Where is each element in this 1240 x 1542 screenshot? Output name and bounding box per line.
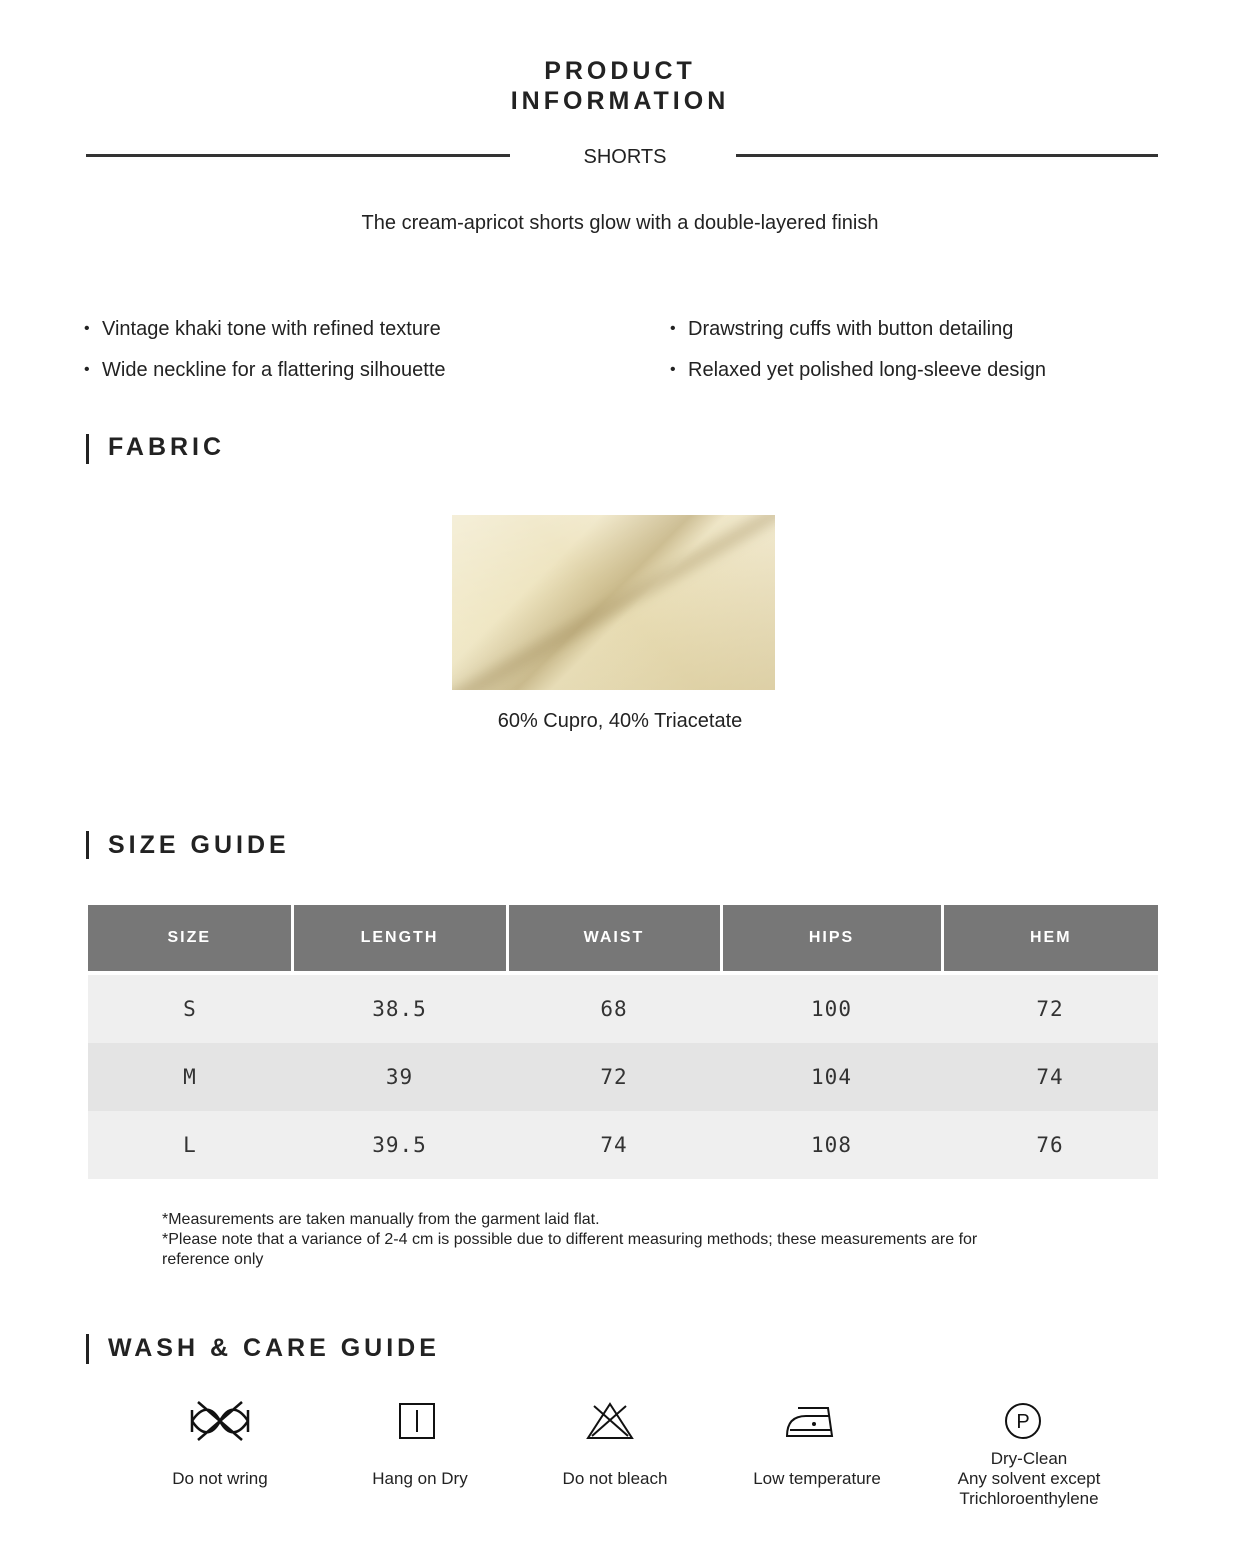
do-not-wring-icon: [188, 1400, 252, 1442]
column-header-length: LENGTH: [292, 905, 507, 971]
section-marker: [86, 1334, 89, 1364]
feature-text: Vintage khaki tone with refined texture: [102, 318, 441, 340]
product-category: SHORTS: [583, 146, 667, 168]
column-header-hips: HIPS: [721, 905, 942, 971]
do-not-bleach-icon: [584, 1400, 636, 1442]
table-cell: 108: [721, 1111, 942, 1179]
table-row: [88, 1043, 1158, 1111]
table-cell: 72: [942, 975, 1158, 1043]
care-label: [930, 1449, 1128, 1509]
divider-left: [86, 154, 510, 157]
feature-text: Drawstring cuffs with button detailing: [688, 318, 1014, 340]
note-line: *Please note that a variance of 2-4 cm is possible due to different measuring methods; these measurements are for reference only: [162, 1231, 978, 1268]
care-label: Low temperature: [753, 1469, 881, 1488]
column-header-size: SIZE: [88, 905, 292, 971]
page-title-line1: PRODUCT: [544, 57, 696, 85]
feature-text: Relaxed yet polished long-sleeve design: [688, 359, 1047, 381]
table-cell: M: [88, 1043, 292, 1111]
table-cell: S: [88, 975, 292, 1043]
feature-text: Wide neckline for a flattering silhouette: [102, 359, 446, 381]
product-description: The cream-apricot shorts glow with a double-layered finish: [361, 212, 879, 234]
table-cell: 68: [507, 975, 721, 1043]
bullet-icon: •: [84, 320, 90, 337]
fabric-composition: 60% Cupro, 40% Triacetate: [497, 710, 743, 732]
page-title: [0, 56, 1240, 116]
dry-clean-symbol: P: [1016, 1411, 1030, 1433]
table-cell: L: [88, 1111, 292, 1179]
fabric-heading: FABRIC: [108, 433, 226, 461]
feature-item: [670, 318, 1013, 341]
bullet-icon: •: [84, 361, 90, 378]
care-label-line: Trichloroenthylene: [959, 1489, 1099, 1508]
bullet-icon: •: [670, 320, 676, 337]
page-title-line2: INFORMATION: [510, 87, 730, 115]
note-line: *Measurements are taken manually from the garment laid flat.: [162, 1211, 600, 1228]
section-marker: [86, 831, 89, 859]
care-label: Do not wring: [172, 1469, 268, 1488]
table-cell: 39: [292, 1043, 507, 1111]
table-cell: 76: [942, 1111, 1158, 1179]
table-cell: 100: [721, 975, 942, 1043]
bullet-icon: •: [670, 361, 676, 378]
low-temperature-iron-icon: [784, 1402, 838, 1440]
table-cell: 38.5: [292, 975, 507, 1043]
measurement-notes: [162, 1210, 1042, 1270]
feature-item: [84, 359, 446, 382]
divider-right: [736, 154, 1158, 157]
column-header-hem: HEM: [942, 905, 1158, 971]
care-heading: WASH & CARE GUIDE: [108, 1334, 440, 1362]
feature-item: [670, 359, 1046, 382]
care-label-line: Dry-Clean: [990, 1449, 1068, 1468]
table-header-row: [88, 905, 1158, 971]
fabric-swatch-image: [452, 515, 775, 690]
size-table: [88, 905, 1158, 1179]
table-cell: 39.5: [292, 1111, 507, 1179]
table-row: [88, 975, 1158, 1043]
column-header-waist: WAIST: [507, 905, 721, 971]
table-cell: 74: [942, 1043, 1158, 1111]
table-cell: 72: [507, 1043, 721, 1111]
care-label: Do not bleach: [562, 1469, 668, 1488]
table-cell: 104: [721, 1043, 942, 1111]
care-label: Hang on Dry: [372, 1469, 468, 1488]
size-guide-heading: SIZE GUIDE: [108, 831, 290, 859]
hang-dry-icon: [398, 1402, 436, 1440]
feature-item: [84, 318, 441, 341]
table-cell: 74: [507, 1111, 721, 1179]
section-marker: [86, 434, 89, 464]
table-row: [88, 1111, 1158, 1179]
care-label-line: Any solvent except: [957, 1469, 1101, 1488]
dry-clean-p-icon: [1004, 1402, 1042, 1440]
